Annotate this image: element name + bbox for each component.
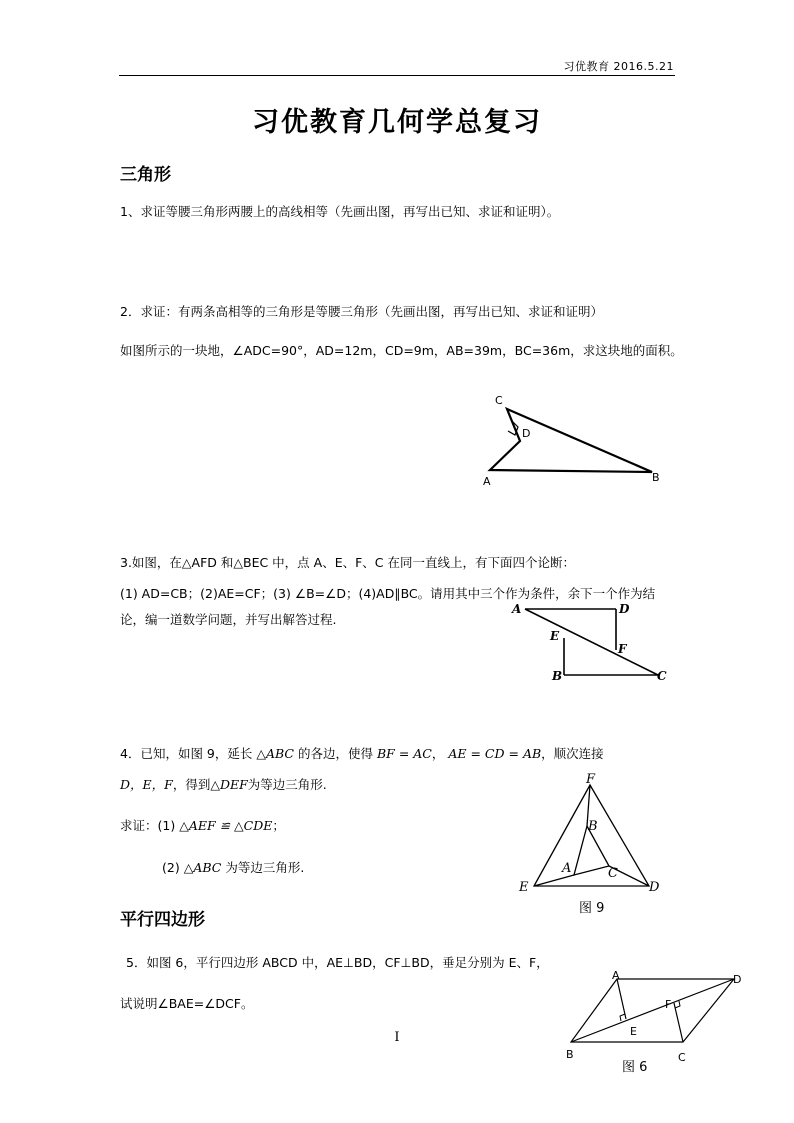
fig3-label-d: D [649,880,660,895]
question-2-line-2: 如图所示的一块地，∠ADC=90°，AD=12m，CD=9m，AB=39m，BC=36m，求这块地的面积。 [120,343,683,358]
section-heading-parallelogram: 平行四边形 [120,910,205,930]
question-1: 1、求证等腰三角形两腰上的高线相等（先画出图，再写出已知、求证和证明）。 [120,204,560,219]
q4-math-abc-2: △ABC [183,860,222,875]
fig3-caption: 图 9 [579,901,605,916]
fig1-label-d: D [522,427,531,440]
fig4-label-a: A [612,969,620,982]
fig1-label-a: A [483,475,491,488]
fig3-label-e: E [519,880,529,895]
quadrilateral-outline [490,409,652,472]
q4-text-3b: ； [272,818,285,833]
figure-6-parallelogram [560,968,775,1078]
q4-text-1c: ， [431,746,445,761]
q4-text-1b: 的各边，使得 [297,746,373,761]
question-3-line-1: 3.如图，在△AFD 和△BEC 中，点 A、E、F、C 在同一直线上，有下面四个论断： [120,555,575,570]
fig3-label-f: F [586,772,596,787]
q4-text-2b: 为等边三角形. [247,777,327,792]
question-4-line-4 [162,859,304,877]
q4-text-2a: ，得到 [172,777,211,792]
q4-math-def-points: D，E，F [120,777,173,792]
page-title: 习优教育几何学总复习 [252,107,542,138]
question-5-line-1: 5．如图 6，平行四边形 ABCD 中，AE⊥BD，CF⊥BD，垂足分别为 E、F， [126,955,549,970]
header-rule [119,75,675,76]
q4-math-def: △DEF [210,777,248,792]
q4-math-bf-ac: BF = AC [376,746,432,761]
figure-9-triangle-def [510,768,675,918]
question-4-line-2 [120,776,327,794]
fig4-label-e: E [630,1025,637,1038]
fig3-label-c: C [608,866,618,881]
section-heading-triangle: 三角形 [120,165,171,185]
q4-math-congruent: △AEF ≌ △CDE [179,818,273,833]
question-4-line-3 [120,817,285,835]
fig1-label-b: B [652,471,660,484]
q4-text-4b: 为等边三角形. [225,860,305,875]
figure-quadrilateral-abcd [470,385,680,495]
fig2-label-a: A [512,602,522,616]
page-number: I [394,1030,400,1045]
fig2-label-e: E [550,629,560,643]
perpendicular-ae [617,979,626,1019]
q4-math-ae-cd-ab: AE = CD = AB [448,746,542,761]
question-3-line-3: 论，编一道数学问题，并写出解答过程. [120,612,337,627]
fig2-label-f: F [618,642,627,656]
fig4-caption: 图 6 [622,1060,648,1075]
fig2-label-d: D [619,602,630,616]
fig4-label-f: F [665,998,672,1011]
fig4-label-c: C [678,1051,686,1064]
fig3-label-a: A [562,861,572,876]
header-text: 习优教育 2016.5.21 [563,60,674,73]
fig2-label-c: C [657,669,667,683]
q4-text-3a: 求证：(1) [120,818,176,833]
question-5-line-2: 试说明∠BAE=∠DCF。 [120,996,254,1011]
q4-math-abc: △ABC [256,746,294,761]
figure-afd-bec [505,598,680,693]
fig4-label-b: B [566,1048,574,1061]
q4-text-1a: 4．已知，如图 9，延长 [120,746,253,761]
question-3-line-2: (1) AD=CB；(2)AE=CF；(3) ∠B=∠D；(4)AD∥BC。请用其中三个作为条件，余下一个作为结 [120,586,656,601]
question-2-line-1: 2．求证：有两条高相等的三角形是等腰三角形（先画出图，再写出已知、求证和证明） [120,304,603,319]
fig1-label-c: C [495,394,503,407]
question-4-line-1 [120,745,604,763]
fig3-label-b: B [588,819,598,834]
fig4-label-d: D [733,973,742,986]
q4-text-4a: (2) [162,860,180,875]
q4-text-1d: ，顺次连接 [541,746,604,761]
right-angle-mark-e [620,1014,625,1021]
fig2-label-b: B [552,669,563,683]
